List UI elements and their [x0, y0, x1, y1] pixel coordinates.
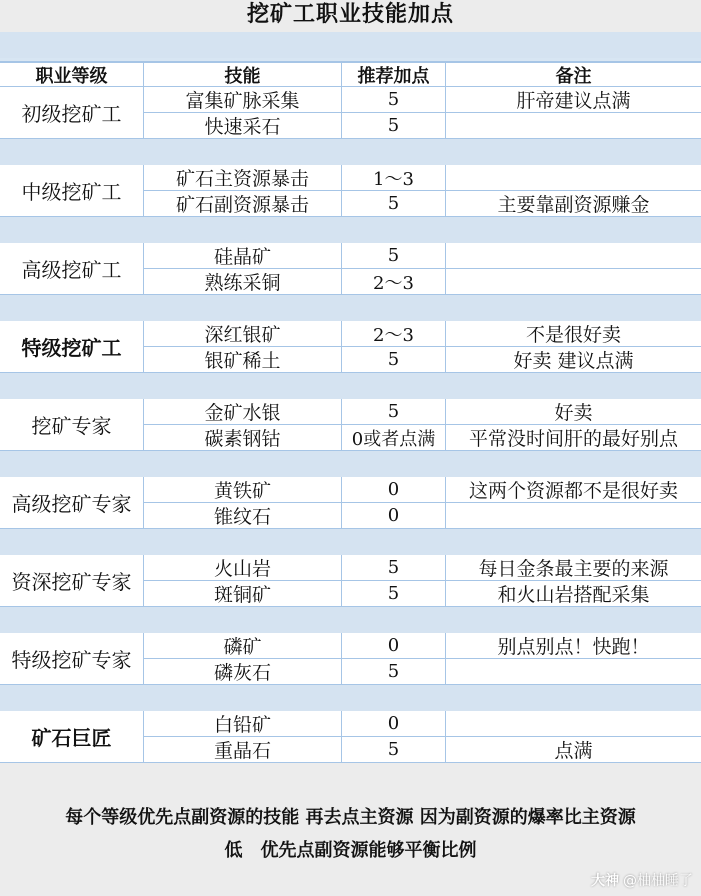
- level-cell: 初级挖矿工: [0, 87, 143, 139]
- level-cell: 特级挖矿工: [0, 321, 143, 373]
- skill-table: [0, 32, 701, 763]
- note-cell: 肝帝建议点满: [445, 87, 701, 112]
- level-cell: 高级挖矿工: [0, 243, 143, 295]
- skill-cell: 黄铁矿: [143, 477, 341, 502]
- skill-cell: 快速采石: [143, 113, 341, 138]
- skill-cell: 金矿水银: [143, 399, 341, 424]
- group-separator: [0, 451, 701, 477]
- footer-note: [0, 763, 701, 896]
- group-separator: [0, 607, 701, 633]
- points-cell: 5: [341, 87, 445, 112]
- group-separator: [0, 529, 701, 555]
- note-cell: 好卖: [445, 399, 701, 424]
- skill-cell: 磷灰石: [143, 659, 341, 684]
- note-cell: [445, 165, 701, 190]
- points-cell: 0: [341, 477, 445, 502]
- skill-cell: 斑铜矿: [143, 581, 341, 606]
- skill-cell: 深红银矿: [143, 321, 341, 346]
- points-cell: 5: [341, 113, 445, 138]
- level-cell: 中级挖矿工: [0, 165, 143, 217]
- skill-cell: 富集矿脉采集: [143, 87, 341, 112]
- note-cell: 点满: [445, 737, 701, 762]
- skill-cell: 锥纹石: [143, 503, 341, 528]
- points-cell: 5: [341, 399, 445, 424]
- note-cell: [445, 503, 701, 528]
- points-cell: 0或者点满: [341, 425, 445, 450]
- points-cell: 5: [341, 243, 445, 268]
- footer-line-2: 低 优先点副资源能够平衡比例: [224, 840, 477, 861]
- header-points: 推荐加点: [341, 63, 445, 86]
- skill-cell: 磷矿: [143, 633, 341, 658]
- skill-cell: 火山岩: [143, 555, 341, 580]
- note-cell: 每日金条最主要的来源: [445, 555, 701, 580]
- note-cell: [445, 269, 701, 294]
- note-cell: 平常没时间肝的最好别点: [445, 425, 701, 450]
- page-title: 挖矿工职业技能加点: [0, 0, 701, 32]
- header-level: 职业等级: [35, 65, 108, 87]
- skill-cell: 矿石副资源暴击: [143, 191, 341, 216]
- group-separator: [0, 373, 701, 399]
- points-cell: 0: [341, 711, 445, 736]
- note-cell: [445, 243, 701, 268]
- skill-cell: 重晶石: [143, 737, 341, 762]
- points-cell: 1～3: [341, 165, 445, 190]
- table-spacer: [0, 32, 701, 58]
- note-cell: 不是很好卖: [445, 321, 701, 346]
- points-cell: 0: [341, 503, 445, 528]
- group-separator: [0, 685, 701, 711]
- skill-cell: 白铅矿: [143, 711, 341, 736]
- header-skill: 技能: [143, 63, 341, 86]
- skill-cell: 硅晶矿: [143, 243, 341, 268]
- note-cell: [445, 659, 701, 684]
- note-cell: [445, 711, 701, 736]
- points-cell: 5: [341, 581, 445, 606]
- skill-cell: 矿石主资源暴击: [143, 165, 341, 190]
- points-cell: 5: [341, 347, 445, 372]
- level-cell: 特级挖矿专家: [0, 633, 143, 685]
- header-note: 备注: [445, 63, 701, 86]
- points-cell: 5: [341, 555, 445, 580]
- level-cell: 矿石巨匠: [0, 711, 143, 763]
- level-cell: 高级挖矿专家: [0, 477, 143, 529]
- points-cell: 2～3: [341, 269, 445, 294]
- note-cell: 和火山岩搭配采集: [445, 581, 701, 606]
- watermark-brand: 大神: [591, 873, 619, 889]
- skill-cell: 银矿稀土: [143, 347, 341, 372]
- footer-line-1: 每个等级优先点副资源的技能 再去点主资源 因为副资源的爆率比主资源: [65, 807, 636, 828]
- group-separator: [0, 217, 701, 243]
- points-cell: 0: [341, 633, 445, 658]
- points-cell: 2～3: [341, 321, 445, 346]
- note-cell: 别点别点！快跑！: [445, 633, 701, 658]
- note-cell: 这两个资源都不是很好卖: [445, 477, 701, 502]
- table-header: [0, 61, 701, 87]
- note-cell: [445, 113, 701, 138]
- points-cell: 5: [341, 737, 445, 762]
- note-cell: 主要靠副资源赚金: [445, 191, 701, 216]
- skill-cell: 碳素钢钴: [143, 425, 341, 450]
- points-cell: 5: [341, 659, 445, 684]
- group-separator: [0, 295, 701, 321]
- watermark: [591, 870, 693, 890]
- watermark-user: @柚柚睡了: [623, 873, 693, 889]
- note-cell: 好卖 建议点满: [445, 347, 701, 372]
- skill-cell: 熟练采铜: [143, 269, 341, 294]
- points-cell: 5: [341, 191, 445, 216]
- group-separator: [0, 139, 701, 165]
- level-cell: 挖矿专家: [0, 399, 143, 451]
- level-cell: 资深挖矿专家: [0, 555, 143, 607]
